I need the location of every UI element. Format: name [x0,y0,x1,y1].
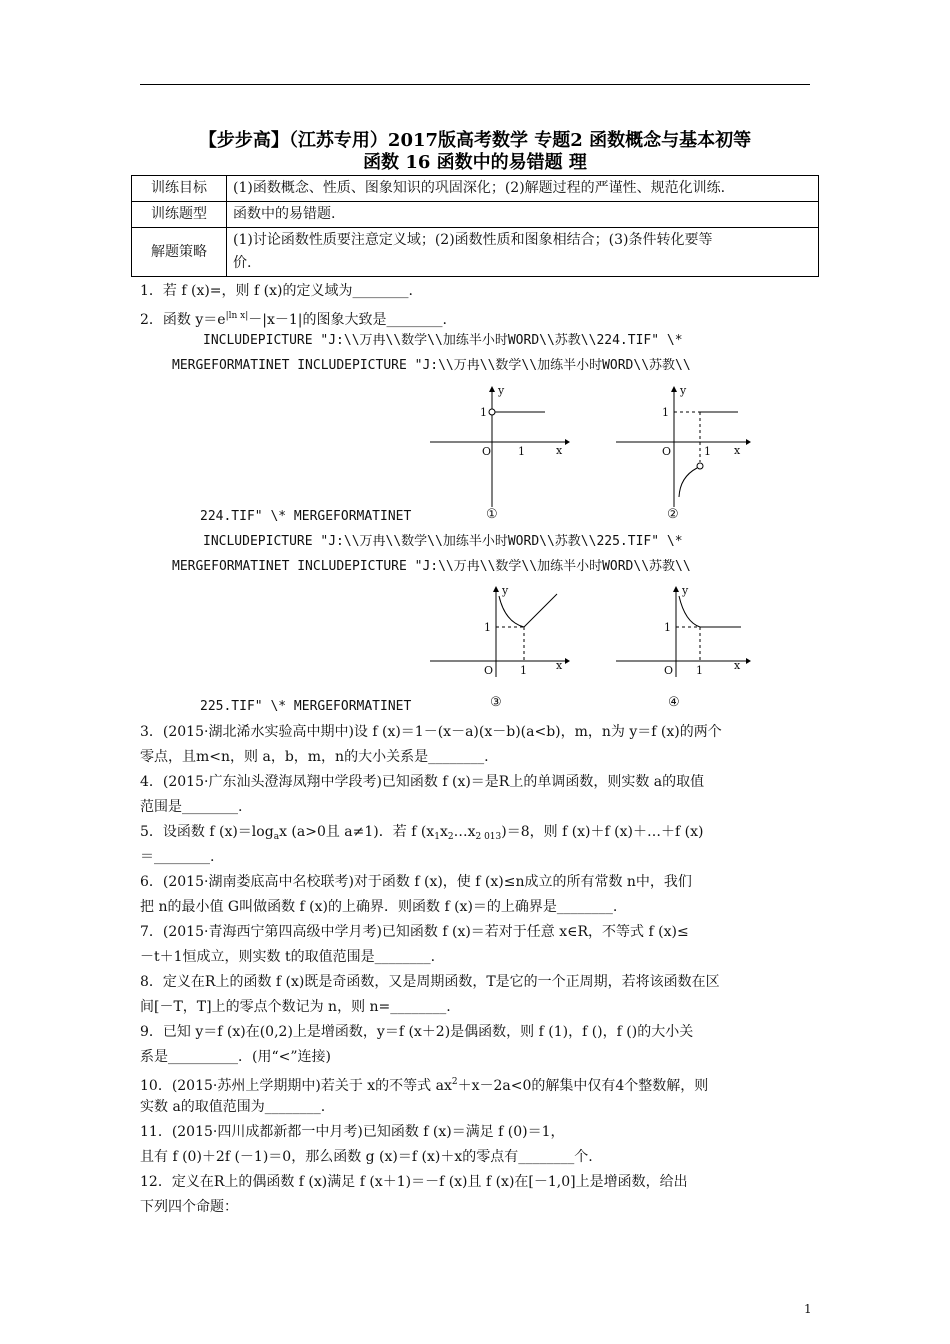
superscript: 2 [451,1077,458,1087]
x-label: x [556,659,563,672]
graph-4 [606,582,756,712]
include-field-text: INCLUDEPICTURE "J:\\万冉\\数学\\加练半小时WORD\\苏教\\224.TIF" \* [203,333,683,348]
info-key: 训练目标 [132,176,227,202]
tick-label: 1 [704,445,711,458]
origin-label: O [484,664,494,677]
problem-8: 间[－T，T]上的零点个数记为 n，则 n=________. [140,999,451,1015]
x-axis-arrow [746,658,751,664]
x-label: x [556,444,563,457]
tick-label: 1 [518,445,525,458]
problem-2-exponent: |ln x| [225,311,249,321]
include-field-text: MERGEFORMATINET INCLUDEPICTURE "J:\\万冉\\数学\\加练半小时WORD\\苏教\\ [172,559,691,574]
problem-10: 实数 a的取值范围为________. [140,1099,326,1115]
problem-11: 11．(2015·四川成都新都一中月考)已知函数 f (x)＝满足 f (0)＝1， [140,1124,565,1140]
tick-label: 1 [664,621,671,634]
tick-label: 1 [662,406,669,419]
x-axis-arrow [565,658,570,664]
y-label: y [498,384,505,397]
problem-12: 下列四个命题： [140,1199,238,1215]
problem-4: 范围是________. [140,799,243,815]
info-value [227,228,819,277]
info-value: 函数中的易错题. [227,202,819,228]
problem-5-text: x (a>0且 a≠1)．若 f (x [279,824,435,840]
graph-2 [606,382,756,522]
table-row [132,228,819,277]
problem-6: 6．(2015·湖南娄底高中名校联考)对于函数 f (x)，使 f (x)≤n成立的所有常数 n中，我们 [140,874,692,890]
y-axis-arrow [489,386,495,392]
page-title [140,130,810,174]
origin-label: O [482,445,492,458]
origin-label: O [662,445,672,458]
problem-2-text: －|x－1|的图象大致是________. [248,312,447,328]
origin-label: O [664,664,674,677]
training-info-table [131,175,819,277]
problem-10-text: 10．(2015·苏州上学期期中)若关于 x的不等式 ax [140,1078,452,1094]
header-rule [140,84,810,85]
info-value: (1)函数概念、性质、图象知识的巩固深化；(2)解题过程的严谨性、规范化训练. [227,176,819,202]
curve [679,468,697,497]
table-row [132,202,819,228]
info-value-line: (1)讨论函数性质要注意定义域；(2)函数性质和图象相结合；(3)条件转化要等 [233,232,713,248]
include-field-text: MERGEFORMATINET INCLUDEPICTURE "J:\\万冉\\数学\\加练半小时WORD\\苏教\\ [172,358,691,373]
include-field-text: 225.TIF" \* MERGEFORMATINET [200,699,412,714]
problem-10-text: ＋x－2a<0的解集中仅有4个整数解，则 [457,1078,709,1094]
problem-3: 3．(2015·湖北浠水实验高中期中)设 f (x)＝1－(x－a)(x－b)(a<b)，m，n为 y＝f (x)的两个 [140,724,722,740]
subscript: 2 [447,832,454,842]
x-label: x [734,444,741,457]
graph-3-caption: ③ [490,695,502,710]
problem-5: ＝________. [140,849,215,865]
open-point [697,463,703,469]
tick-label: 1 [696,664,703,677]
problem-10 [140,1072,708,1096]
problem-5-text: 5．设函数 f (x)＝log [140,824,274,840]
graph-2-caption: ② [667,507,679,522]
problem-4: 4．(2015·广东汕头澄海凤翔中学段考)已知函数 f (x)＝是R上的单调函数，则实数 a的取值 [140,774,705,790]
y-label: y [680,384,687,397]
problem-5 [140,822,703,847]
problem-11: 且有 f (0)＋2f (－1)＝0，那么函数 g (x)＝f (x)＋x的零点有________个. [140,1149,593,1165]
title-line-1: 【步步高】（江苏专用）2017版高考数学 专题2 函数概念与基本初等 [198,130,752,151]
title-line-2: 函数 16 函数中的易错题 理 [363,152,587,173]
problem-1: 1．若 f (x)=，则 f (x)的定义域为________. [140,283,413,299]
info-key: 训练题型 [132,202,227,228]
problem-8: 8．定义在R上的函数 f (x)既是奇函数，又是周期函数，T是它的一个正周期，若将该函数在区 [140,974,720,990]
problem-3: 零点，且m<n，则 a，b，m，n的大小关系是________. [140,749,489,765]
problem-9: 9．已知 y＝f (x)在(0,2)上是增函数，y＝f (x＋2)是偶函数，则 f (1)，f ()，f ()的大小关 [140,1024,694,1040]
problem-9: 系是__________．(用“<”连接) [140,1049,331,1065]
x-label: x [734,659,741,672]
subscript: a [273,832,280,842]
table-row [132,176,819,202]
curve [679,596,700,627]
curve [524,594,557,627]
open-point [489,409,495,415]
problem-2 [140,306,447,330]
y-axis-arrow [673,586,679,592]
problem-5-text: x [439,824,448,840]
tick-label: 1 [480,406,487,419]
problem-2-text: 2．函数 y＝e [140,312,226,328]
problem-5-text: …x [453,824,476,840]
tick-label: 1 [520,664,527,677]
problem-12: 12．定义在R上的偶函数 f (x)满足 f (x＋1)＝－f (x)且 f (x)在[－1,0]上是增函数，给出 [140,1174,688,1190]
graph-1 [410,382,570,522]
y-axis-arrow [671,386,677,392]
subscript: 2 013 [475,832,502,842]
page-number: 1 [804,1302,812,1316]
include-field-text: INCLUDEPICTURE "J:\\万冉\\数学\\加练半小时WORD\\苏教\\225.TIF" \* [203,534,683,549]
graph-4-caption: ④ [668,695,680,710]
problem-5-text: )＝8，则 f (x)＋f (x)＋…＋f (x) [501,824,704,840]
x-axis-arrow [746,439,751,445]
y-label: y [682,584,689,597]
subscript: 1 [434,832,440,842]
curve [499,596,524,627]
info-key: 解题策略 [132,228,227,277]
y-label: y [502,584,509,597]
graph-3 [410,582,570,712]
tick-label: 1 [484,621,491,634]
y-axis-arrow [493,586,499,592]
info-value-line: 价. [233,255,252,271]
problem-6: 把 n的最小值 G叫做函数 f (x)的上确界．则函数 f (x)＝的上确界是________. [140,899,618,915]
problem-7: －t＋1恒成立，则实数 t的取值范围是________. [140,949,436,965]
include-field-text: 224.TIF" \* MERGEFORMATINET [200,509,412,524]
problem-7: 7．(2015·青海西宁第四高级中学月考)已知函数 f (x)＝若对于任意 x∈R，不等式 f (x)≤ [140,924,689,940]
graph-1-caption: ① [486,507,498,522]
x-axis-arrow [565,439,570,445]
